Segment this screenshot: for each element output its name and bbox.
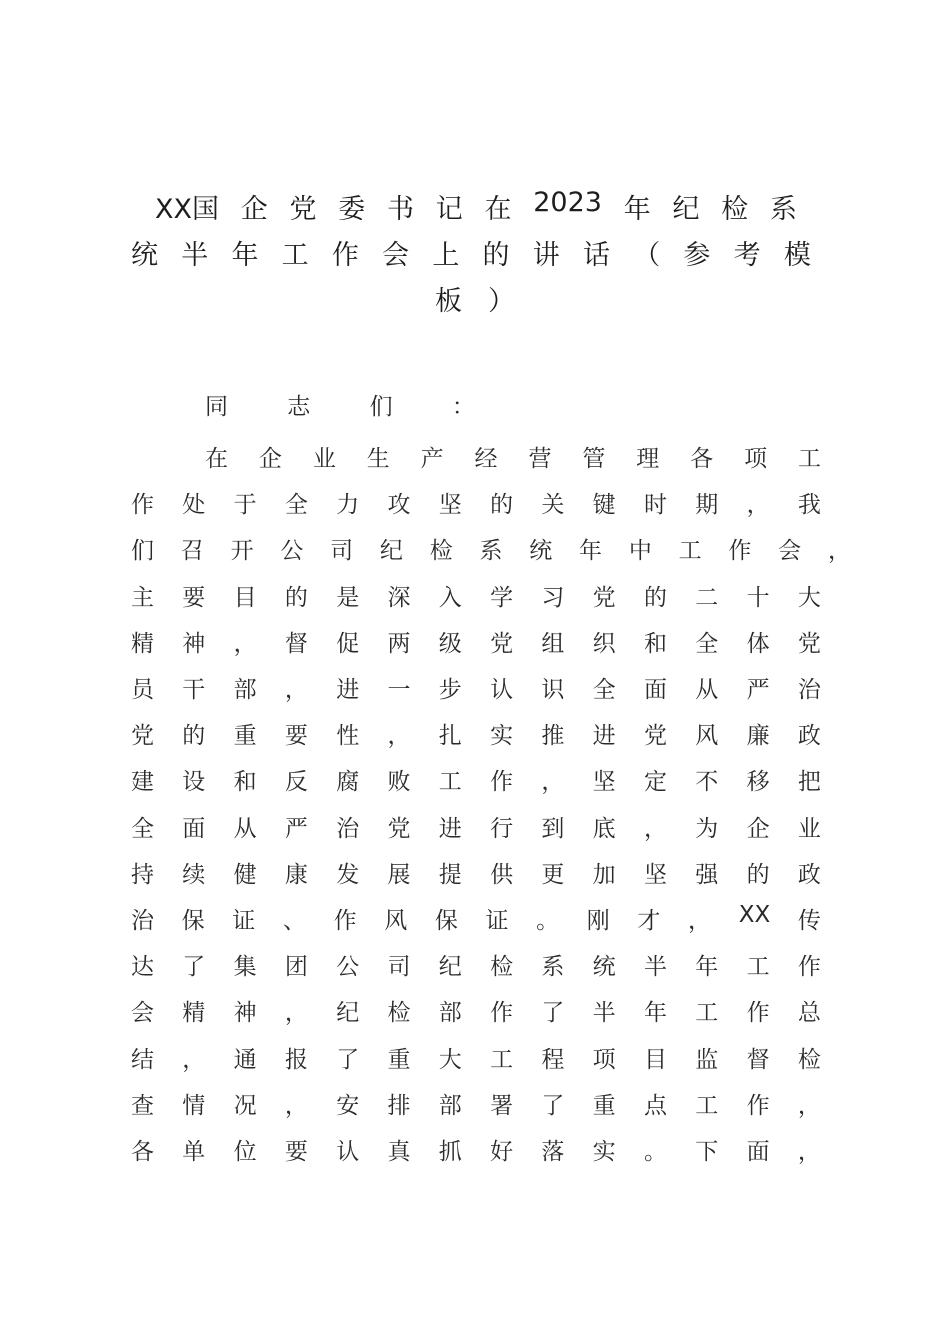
paragraph-char: 各 <box>131 1139 154 1165</box>
paragraph-char: 攻 <box>387 492 411 519</box>
paragraph-char: 党 <box>387 815 411 842</box>
title-char: 纪 <box>672 194 700 225</box>
paragraph-char: 检 <box>387 1000 411 1027</box>
paragraph-char: 进 <box>438 815 462 842</box>
paragraph-char: 的 <box>284 584 308 611</box>
paragraph-char: 的 <box>746 861 770 888</box>
paragraph-char: ， <box>827 538 851 565</box>
title-line-1 <box>155 187 797 226</box>
paragraph-char: 严 <box>746 677 770 703</box>
paragraph-char: 更 <box>541 861 565 888</box>
paragraph-line <box>131 994 821 1027</box>
title-char: 模 <box>783 240 811 271</box>
paragraph-char: 习 <box>541 584 565 611</box>
paragraph-char: 们 <box>131 538 154 565</box>
paragraph-char: ， <box>643 815 667 842</box>
paragraph-char: 半 <box>643 954 667 981</box>
paragraph-char: 重 <box>592 1092 616 1119</box>
paragraph-char: 力 <box>336 492 360 519</box>
paragraph-char: 督 <box>284 630 308 657</box>
paragraph-char: 督 <box>746 1046 770 1073</box>
paragraph-char: 认 <box>490 677 514 703</box>
paragraph-char: 面 <box>643 677 667 703</box>
title-char: 记 <box>435 194 463 225</box>
paragraph-char: 时 <box>643 492 667 519</box>
title-char: 书 <box>387 194 414 225</box>
paragraph-char: 总 <box>797 1000 821 1027</box>
paragraph-char: 提 <box>438 861 462 888</box>
paragraph-char: 排 <box>387 1092 411 1119</box>
paragraph-char: 开 <box>230 538 254 565</box>
paragraph-char: 落 <box>541 1139 565 1165</box>
title-char: 在 <box>484 194 512 225</box>
paragraph-char: 工 <box>695 1000 719 1027</box>
paragraph-char: 作 <box>490 769 514 796</box>
title-char: 上 <box>432 240 460 271</box>
paragraph-char: 体 <box>746 630 770 657</box>
paragraph-line <box>131 810 821 843</box>
paragraph-char: 不 <box>695 769 719 796</box>
paragraph-char: 。 <box>536 908 560 934</box>
paragraph-char: 廉 <box>746 723 770 750</box>
paragraph-char: 生 <box>366 446 390 472</box>
paragraph-char: 要 <box>284 723 308 750</box>
paragraph-char: ， <box>746 492 770 519</box>
paragraph-char: 单 <box>182 1139 206 1165</box>
paragraph-char: 坚 <box>643 861 667 888</box>
paragraph-char: 年 <box>643 1000 667 1027</box>
paragraph-char: 治 <box>336 815 360 842</box>
paragraph-char: 大 <box>797 584 821 611</box>
paragraph-char: 政 <box>797 723 821 750</box>
title-char: 话 <box>582 240 610 271</box>
paragraph-char: 精 <box>131 630 154 657</box>
paragraph-char: 会 <box>778 538 802 565</box>
paragraph-char: 司 <box>387 954 411 981</box>
title-char: 的 <box>482 240 510 271</box>
paragraph-line <box>131 1133 821 1166</box>
paragraph-char: 作 <box>131 492 154 519</box>
paragraph-char: 工 <box>797 446 821 472</box>
paragraph-char: 目 <box>233 584 257 611</box>
paragraph-char: 深 <box>387 584 411 611</box>
paragraph-char: 证 <box>485 908 509 934</box>
paragraph-char: 的 <box>490 492 514 519</box>
paragraph-char: 了 <box>336 1046 360 1073</box>
paragraph-char: 检 <box>797 1046 821 1073</box>
paragraph-char: 为 <box>695 815 719 842</box>
title-char: 会 <box>382 240 410 271</box>
paragraph-char: 是 <box>336 584 360 611</box>
title-line-3 <box>400 279 550 318</box>
paragraph-char: 实 <box>490 723 514 750</box>
paragraph-line <box>131 671 821 704</box>
paragraph-char: ， <box>182 1046 206 1073</box>
paragraph-char: 要 <box>182 584 206 611</box>
paragraph-char: 我 <box>797 492 821 519</box>
paragraph-char: 党 <box>797 630 821 657</box>
paragraph-char: 干 <box>182 677 206 703</box>
paragraph-char: 建 <box>131 769 154 796</box>
paragraph-char: 推 <box>541 723 565 750</box>
paragraph-char: 二 <box>695 584 719 611</box>
paragraph-char: 性 <box>336 723 360 750</box>
paragraph-char: 政 <box>797 861 821 888</box>
title-char: 讲 <box>532 240 560 271</box>
paragraph-char: 移 <box>746 769 770 796</box>
paragraph-char: 党 <box>643 723 667 750</box>
paragraph-char: ， <box>387 723 411 750</box>
paragraph-char: 一 <box>387 677 411 703</box>
title-char: （ <box>633 240 661 271</box>
paragraph-char: 主 <box>131 584 154 611</box>
paragraph-char: 键 <box>592 492 616 519</box>
paragraph-char: 的 <box>643 584 667 611</box>
paragraph-char: 程 <box>541 1046 565 1073</box>
paragraph-char: 下 <box>695 1139 719 1165</box>
paragraph-char: 真 <box>387 1139 411 1165</box>
title-char: ） <box>488 286 515 317</box>
paragraph-char: 工 <box>490 1046 514 1073</box>
paragraph-char: 重 <box>387 1046 411 1073</box>
paragraph-char: 定 <box>643 769 667 796</box>
paragraph-char: 各 <box>690 446 714 472</box>
paragraph-char: 党 <box>592 584 616 611</box>
paragraph-char: 企 <box>746 815 770 842</box>
paragraph-char: 抓 <box>438 1139 462 1165</box>
paragraph-char: 续 <box>182 861 206 888</box>
paragraph-char: 位 <box>233 1139 257 1165</box>
paragraph-char: 司 <box>330 538 354 565</box>
paragraph-char: 强 <box>695 861 719 888</box>
paragraph-char: ， <box>284 1000 308 1027</box>
title-char: 企 <box>240 194 268 225</box>
paragraph-char: 坚 <box>592 769 616 796</box>
paragraph-char: 了 <box>182 954 206 981</box>
paragraph-char: 作 <box>746 1000 770 1027</box>
paragraph-char: 重 <box>233 723 257 750</box>
paragraph-char: 进 <box>336 677 360 703</box>
paragraph-char: 作 <box>746 1092 770 1119</box>
paragraph-char: 员 <box>131 677 154 703</box>
paragraph-line <box>205 440 821 473</box>
paragraph-char: 两 <box>387 630 411 657</box>
paragraph-char: 工 <box>695 1092 719 1119</box>
paragraph-char: 面 <box>182 815 206 842</box>
title-char: 委 <box>338 194 366 225</box>
paragraph-char: ， <box>541 769 565 796</box>
paragraph-char: 点 <box>643 1092 667 1119</box>
title-char: 年 <box>231 240 259 271</box>
paragraph-char: 团 <box>284 954 308 981</box>
paragraph-char: 作 <box>490 1000 514 1027</box>
paragraph-char: 报 <box>284 1046 308 1073</box>
paragraph-line <box>131 625 821 658</box>
title-char: 作 <box>331 240 359 271</box>
paragraph-char: 严 <box>284 815 308 842</box>
paragraph-char: 系 <box>541 954 565 981</box>
paragraph-char: 理 <box>636 446 660 472</box>
title-char: 考 <box>733 240 761 271</box>
paragraph-line <box>131 532 851 565</box>
paragraph-char: 处 <box>182 492 206 519</box>
paragraph-char: 精 <box>182 1000 206 1027</box>
paragraph-char: 腐 <box>336 769 360 796</box>
paragraph-char: 管 <box>582 446 606 472</box>
paragraph-char: 十 <box>746 584 770 611</box>
paragraph-char: 作 <box>797 954 821 981</box>
paragraph-line <box>131 763 821 796</box>
paragraph-char: 传 <box>797 908 821 934</box>
paragraph-char: 把 <box>797 769 821 796</box>
paragraph-char: 识 <box>541 677 565 703</box>
paragraph-char: 结 <box>131 1046 154 1073</box>
paragraph-char: 部 <box>438 1000 462 1027</box>
paragraph-char: 加 <box>592 861 616 888</box>
paragraph-char: ， <box>688 908 712 934</box>
paragraph-char: 治 <box>131 908 154 934</box>
paragraph-char: 全 <box>695 630 719 657</box>
title-char: 板 <box>435 286 462 317</box>
paragraph-char: 经 <box>474 446 498 472</box>
paragraph-char: 纪 <box>336 1000 360 1027</box>
paragraph-char: 关 <box>541 492 565 519</box>
paragraph-char: 步 <box>438 677 462 703</box>
paragraph-char: ， <box>233 630 257 657</box>
paragraph-char: ， <box>797 1092 821 1119</box>
paragraph-char: 败 <box>387 769 411 796</box>
paragraph-char: 党 <box>490 630 514 657</box>
paragraph-char: 进 <box>592 723 616 750</box>
paragraph-char: 召 <box>180 538 204 565</box>
paragraph-char: 从 <box>695 677 719 703</box>
title-char: 系 <box>769 194 797 225</box>
paragraph-char: 底 <box>592 815 616 842</box>
paragraph-char: 风 <box>695 723 719 750</box>
paragraph-char: 纪 <box>379 538 403 565</box>
paragraph-char: 了 <box>541 1000 565 1027</box>
paragraph-char: 才 <box>637 908 661 934</box>
paragraph-char: 作 <box>333 908 357 934</box>
paragraph-char: 促 <box>336 630 360 657</box>
paragraph-char: 作 <box>728 538 752 565</box>
paragraph-char: 项 <box>744 446 768 472</box>
paragraph-char: 工 <box>746 954 770 981</box>
paragraph-char: 级 <box>438 630 462 657</box>
paragraph-char: 达 <box>131 954 154 981</box>
paragraph-char: 业 <box>797 815 821 842</box>
title-char: 参 <box>683 240 711 271</box>
paragraph-char: 要 <box>284 1139 308 1165</box>
title-char: 2023 <box>533 187 602 218</box>
paragraph-char: 学 <box>490 584 514 611</box>
greeting: 同 志 们 ： <box>205 394 501 420</box>
paragraph-char: 治 <box>797 677 821 703</box>
title-char: 党 <box>289 194 317 225</box>
paragraph-char: 期 <box>695 492 719 519</box>
paragraph-line <box>131 902 821 935</box>
paragraph-char: 和 <box>233 769 257 796</box>
paragraph-char: 、 <box>282 908 306 934</box>
paragraph-char: 公 <box>336 954 360 981</box>
title-char: 半 <box>181 240 209 271</box>
paragraph-char: 保 <box>181 908 205 934</box>
paragraph-char: 署 <box>490 1092 514 1119</box>
paragraph-char: 康 <box>284 861 308 888</box>
paragraph-char: 刚 <box>586 908 610 934</box>
paragraph-char: 企 <box>258 446 282 472</box>
paragraph-char: 会 <box>131 1000 154 1027</box>
paragraph-char: 全 <box>284 492 308 519</box>
paragraph-char: 通 <box>233 1046 257 1073</box>
paragraph-char: 中 <box>628 538 652 565</box>
paragraph-char: 扎 <box>438 723 462 750</box>
paragraph-char: 系 <box>479 538 503 565</box>
paragraph-char: 织 <box>592 630 616 657</box>
paragraph-char: 查 <box>131 1092 154 1119</box>
paragraph-char: 部 <box>233 677 257 703</box>
paragraph-char: 持 <box>131 861 154 888</box>
paragraph-char: 全 <box>131 815 154 842</box>
paragraph-char: 纪 <box>438 954 462 981</box>
paragraph-char: 面 <box>746 1139 770 1165</box>
title-char: XX国 <box>155 194 219 225</box>
paragraph-line <box>131 486 821 519</box>
paragraph-char: 发 <box>336 861 360 888</box>
paragraph-char: 况 <box>233 1092 257 1119</box>
paragraph-char: 全 <box>592 677 616 703</box>
paragraph-char: 工 <box>438 769 462 796</box>
paragraph-char: 在 <box>205 446 228 472</box>
paragraph-char: 检 <box>429 538 453 565</box>
paragraph-char: 从 <box>233 815 257 842</box>
paragraph-char: 反 <box>284 769 308 796</box>
paragraph-char: 展 <box>387 861 411 888</box>
paragraph-char: 检 <box>490 954 514 981</box>
paragraph-char: ， <box>284 1092 308 1119</box>
paragraph-char: 大 <box>438 1046 462 1073</box>
paragraph-char: 监 <box>695 1046 719 1073</box>
paragraph-char: 统 <box>592 954 616 981</box>
paragraph-char: 安 <box>336 1092 360 1119</box>
paragraph-char: 工 <box>678 538 702 565</box>
paragraph-char: 集 <box>233 954 257 981</box>
paragraph-char: 业 <box>312 446 336 472</box>
paragraph-char: 情 <box>182 1092 206 1119</box>
paragraph-char: 坚 <box>438 492 462 519</box>
paragraph-char: 于 <box>233 492 257 519</box>
title-line-2 <box>131 233 811 272</box>
paragraph-char: 。 <box>643 1139 667 1165</box>
paragraph-char: 产 <box>420 446 444 472</box>
title-char: 检 <box>721 194 749 225</box>
paragraph-char: 保 <box>434 908 458 934</box>
paragraph-char: 和 <box>643 630 667 657</box>
paragraph-char: 入 <box>438 584 462 611</box>
paragraph-line <box>131 1041 821 1074</box>
paragraph-char: 风 <box>384 908 408 934</box>
title-char: 统 <box>131 240 158 271</box>
paragraph-char: 项 <box>592 1046 616 1073</box>
paragraph-char: 部 <box>438 1092 462 1119</box>
paragraph-line <box>131 579 821 612</box>
paragraph-char: 营 <box>528 446 552 472</box>
paragraph-char: 党 <box>131 723 154 750</box>
paragraph-char: 健 <box>233 861 257 888</box>
paragraph-char: 目 <box>643 1046 667 1073</box>
paragraph-char: XX <box>738 902 771 928</box>
paragraph-char: 神 <box>233 1000 257 1027</box>
paragraph-char: 了 <box>541 1092 565 1119</box>
paragraph-char: 证 <box>232 908 256 934</box>
paragraph-line <box>131 717 821 750</box>
paragraph-char: 统 <box>529 538 553 565</box>
paragraph-line <box>131 948 821 981</box>
paragraph-char: 半 <box>592 1000 616 1027</box>
paragraph-char: 到 <box>541 815 565 842</box>
paragraph-char: 供 <box>490 861 514 888</box>
paragraph-char: 年 <box>579 538 603 565</box>
title-char: 年 <box>623 194 651 225</box>
paragraph-char: 设 <box>182 769 206 796</box>
paragraph-char: 认 <box>336 1139 360 1165</box>
paragraph-char: 实 <box>592 1139 616 1165</box>
paragraph-char: 组 <box>541 630 565 657</box>
paragraph-char: ， <box>797 1139 821 1165</box>
paragraph-char: 年 <box>695 954 719 981</box>
paragraph-char: ， <box>284 677 308 703</box>
paragraph-line <box>131 856 821 889</box>
paragraph-char: 的 <box>182 723 206 750</box>
paragraph-char: 神 <box>182 630 206 657</box>
paragraph-char: 公 <box>280 538 304 565</box>
title-char: 工 <box>281 240 309 271</box>
paragraph-char: 好 <box>490 1139 514 1165</box>
paragraph-line <box>131 1087 821 1120</box>
paragraph-char: 行 <box>490 815 514 842</box>
